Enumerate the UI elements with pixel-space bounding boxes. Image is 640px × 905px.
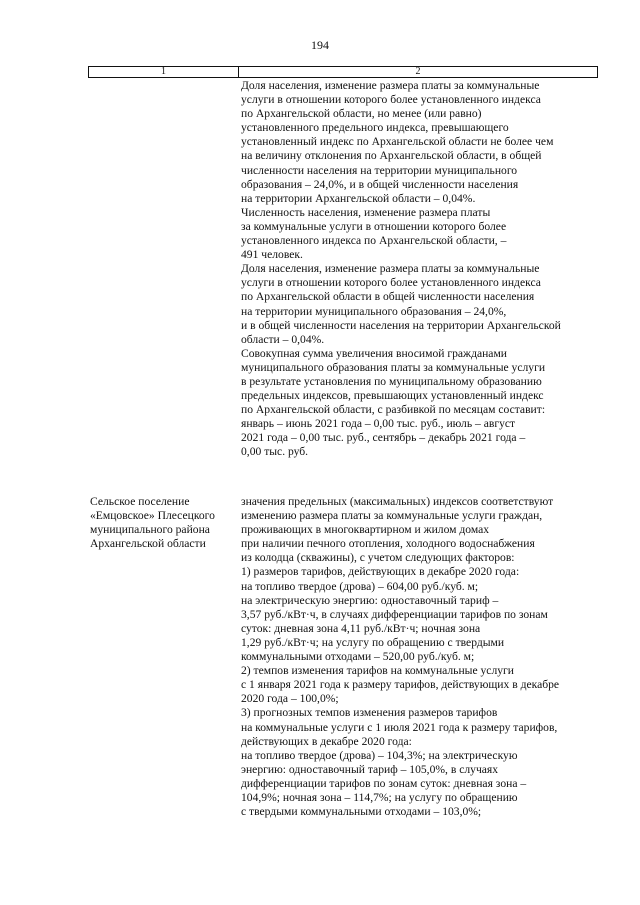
text-line: муниципального образования платы за коммунальные услуги (241, 360, 546, 374)
municipality-line: Сельское поселение (90, 495, 190, 508)
text-line: 1) размеров тарифов, действующих в декабре 2020 года: (241, 565, 520, 579)
text-line: 2021 года – 0,00 тыс. руб., сентябрь – декабрь 2021 года – (241, 431, 526, 445)
text-line: на территории Архангельской области – 0,04%. (241, 191, 476, 205)
text-line: образования – 24,0%, и в общей численности населения (241, 177, 519, 191)
text-line: Доля населения, изменение размера платы за коммунальные (241, 79, 540, 92)
text-line: проживающих в многоквартирном и жилом домах (241, 523, 490, 537)
text-line: январь – июнь 2021 года – 0,00 тыс. руб., июль – август (241, 417, 516, 431)
text-line: области – 0,04%. (241, 332, 325, 346)
text-line: дифференциации тарифов по зонам суток: дневная зона – (241, 776, 527, 790)
text-line: 3) прогнозных темпов изменения размеров тарифов (241, 706, 498, 720)
text-line: на топливо твердое (дрова) – 604,00 руб./куб. м; (241, 579, 479, 593)
text-line: на территории муниципального образования – 24,0%, (241, 304, 507, 318)
text-line: с 1 января 2021 года к размеру тарифов, действующих в декабре (241, 678, 560, 692)
text-line: из колодца (скважины), с учетом следующих факторов: (241, 551, 515, 565)
text-line: при наличии печного отопления, холодного водоснабжения (241, 537, 535, 551)
text-line: услуги в отношении которого более установленного индекса (241, 93, 541, 107)
column-header-table (88, 66, 598, 78)
text-line: предельных индексов, превышающих установленный индекс (241, 389, 544, 403)
text-line: по Архангельской области, но менее (или равно) (241, 107, 482, 121)
text-line: услуги в отношении которого более установленного индекса (241, 276, 541, 290)
text-line: Совокупная сумма увеличения вносимой гражданами (241, 346, 507, 360)
text-line: действующих в декабре 2020 года: (241, 734, 412, 748)
municipality-name-block (90, 495, 215, 551)
text-line: коммунальными отходами – 520,00 руб./куб. м; (241, 650, 475, 664)
text-line: на величину отклонения по Архангельской области, в общей (241, 149, 542, 163)
text-line: 3,57 руб./кВт·ч, в случаях дифференциации тарифов по зонам (241, 607, 548, 621)
municipality-line: «Емцовское» Плесецкого (90, 509, 215, 523)
text-line: 2) темпов изменения тарифов на коммунальные услуги (241, 664, 514, 678)
text-line: по Архангельской области в общей численности населения (241, 290, 535, 304)
municipality-line: Архангельской области (90, 537, 206, 551)
column-header-1: 1 (89, 67, 239, 78)
text-line: в результате установления по муниципальному образованию (241, 374, 542, 388)
text-line: установленного предельного индекса, превышающего (241, 121, 509, 135)
text-line: и в общей численности населения на территории Архангельской (241, 318, 561, 332)
text-line: с твердыми коммунальными отходами – 103,0%; (241, 805, 482, 819)
text-line: 1,29 руб./кВт·ч; на услугу по обращению с твердыми (241, 635, 505, 649)
page-number: 194 (311, 38, 329, 52)
text-line: по Архангельской области, с разбивкой по месяцам составит: (241, 403, 546, 417)
text-line: на коммунальные услуги с 1 июля 2021 года к размеру тарифов, (241, 720, 558, 734)
tariff-factors-block (241, 495, 559, 819)
municipality-line: муниципального района (90, 523, 210, 537)
column-header-2: 2 (239, 67, 598, 78)
text-line: 104,9%; ночная зона – 114,7%; на услугу по обращению (241, 790, 518, 804)
text-line: 491 человек. (241, 248, 303, 262)
text-line: энергию: одноставочный тариф – 105,0%, в случаях (241, 762, 499, 776)
indicator-text-block (241, 79, 561, 460)
text-line: на топливо твердое (дрова) – 104,3%; на электрическую (241, 748, 518, 762)
text-line: суток: дневная зона 4,11 руб./кВт·ч; ночная зона (241, 621, 481, 635)
text-line: за коммунальные услуги в отношении которого более (241, 219, 507, 233)
text-line: численности населения на территории муниципального (241, 163, 518, 177)
text-line: Доля населения, изменение размера платы за коммунальные (241, 262, 540, 276)
text-line: на электрическую энергию: одноставочный тариф – (241, 593, 499, 607)
text-line: изменению размера платы за коммунальные услуги граждан, (241, 509, 543, 523)
text-line: 2020 года – 100,0%; (241, 692, 339, 706)
text-line: значения предельных (максимальных) индексов соответствуют (241, 495, 554, 508)
text-line: установленного индекса по Архангельской области, – (241, 234, 507, 248)
text-line: Численность населения, изменение размера платы (241, 205, 491, 219)
text-line: установленный индекс по Архангельской области не более чем (241, 135, 554, 149)
text-line: 0,00 тыс. руб. (241, 445, 309, 459)
